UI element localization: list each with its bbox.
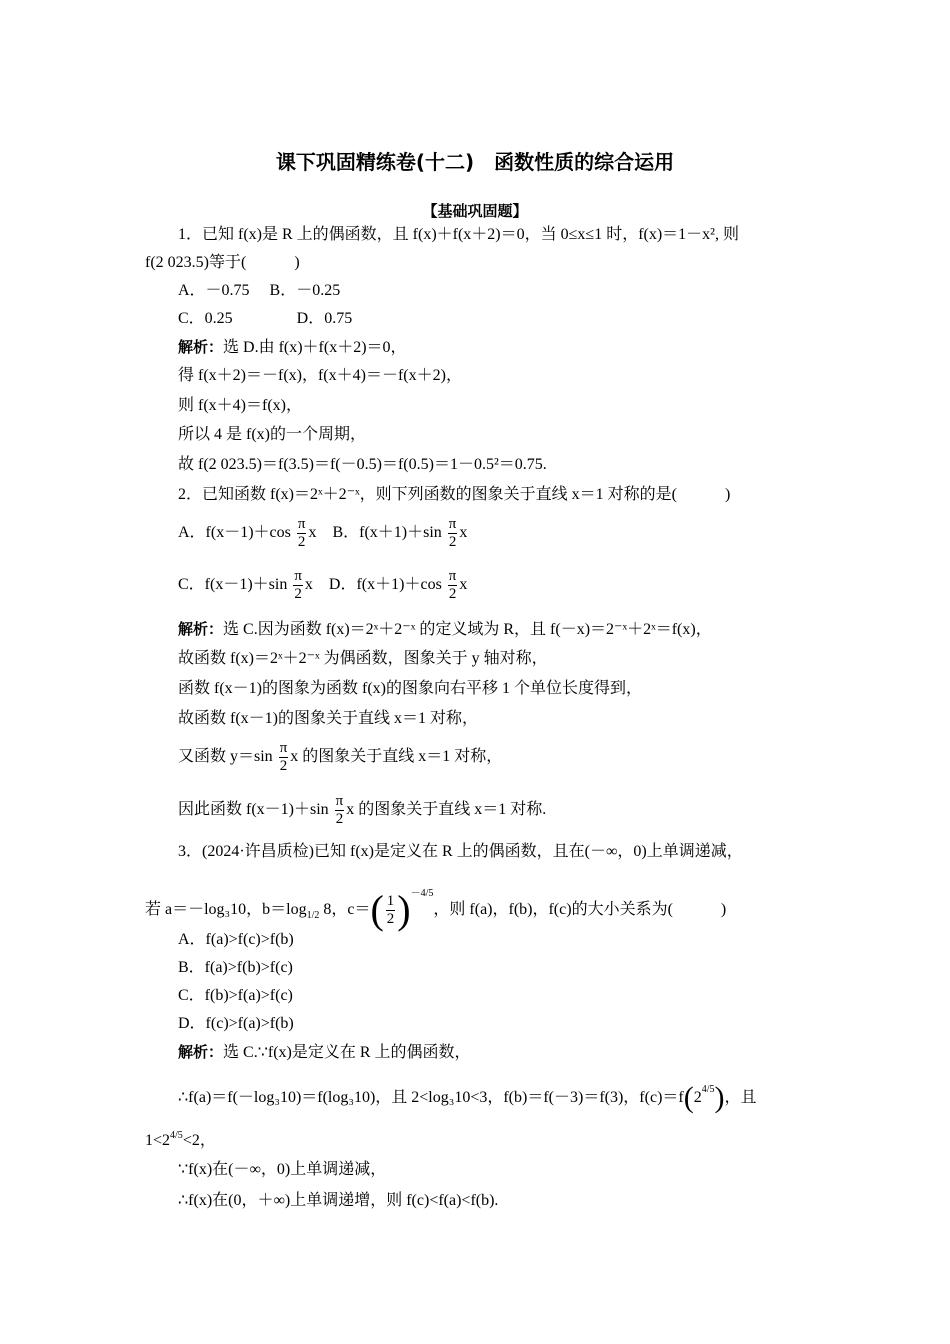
page-title: 课下巩固精练卷(十二) 函数性质的综合运用 [275,150,675,174]
q1-options-ab: A．－0.75 B．－0.25 [178,282,341,299]
q1-solution-line3: 则 f(x＋4)＝f(x)， [178,397,302,414]
pi-over-2-fraction: $\frac{\pi}{2}$ [279,739,288,774]
q2-stem: 2．已知函数 f(x)＝2ˣ＋2⁻ˣ，则下列函数的图象关于直线 x＝1 对称的是( ) [178,486,731,503]
q3-solution-line4: ∵f(x)在(－∞，0)上单调递减， [178,1161,387,1178]
right-paren: ) [714,1081,725,1115]
q1-stem-line1: 1．已知 f(x)是 R 上的偶函数，且 f(x)＋f(x＋2)＝0，当 0≤x≤1 时，f(x)＝1－x², 则 [178,226,739,243]
exponent: －4/5 [410,888,434,899]
solution-label: 解析： [178,620,224,638]
q3-solution-line3: $1<2^{4/5}<2$， [145,1130,216,1149]
q3-option-b: B．f(a)>f(b)>f(c) [178,959,293,976]
q1-solution-line1: 解析：选 D.由 f(x)＋f(x＋2)＝0， [178,338,407,356]
pi-over-2-fraction: $\frac{\pi}{2}$ [297,515,306,550]
solution-label: 解析： [178,338,224,356]
pi-over-2-fraction: $\frac{\pi}{2}$ [448,515,457,550]
q2-solution-line3: 函数 f(x－1)的图象为函数 f(x)的图象向右平移 1 个单位长度得到， [178,680,642,697]
q3-solution-line2: ∴f(a)＝f(－log₃10)＝f(log₃10)，且 2<log₃10<3，f(b)＝f(－3)＝f(3)，$f(c)=f(2^{4/5})$，且 [178,1070,757,1118]
log-base: 1/2 [306,910,320,921]
q2-solution-line1: 解析：选 C.因为函数 f(x)＝2ˣ＋2⁻ˣ 的定义域为 R，且 f(－x)＝2⁻ˣ＋2ˣ＝f(x)， [178,620,712,638]
q2-solution-line5: 又函数 y＝sin $\frac{\pi}{2}$ x 的图象关于直线 x＝1 对称， [178,739,503,774]
exponent: 4/5 [701,1084,715,1095]
q1-stem-line2: f(2 023.5)等于( ) [145,254,300,271]
q1-options-cd: C．0.25 D．0.75 [178,310,353,327]
q2-solution-line2: 故函数 f(x)＝2ˣ＋2⁻ˣ 为偶函数，图象关于 y 轴对称， [178,650,548,667]
q2-solution-line4: 故函数 f(x－1)的图象关于直线 x＝1 对称， [178,710,478,727]
q3-option-c: C．f(b)>f(a)>f(c) [178,987,293,1004]
q2-options-cd: C．f(x－1)＋sin $\frac{\pi}{2}$ x D．f(x＋1)＋cos $\frac{\pi}{2}$ x [178,567,468,602]
q1-solution-line4: 所以 4 是 f(x)的一个周期， [178,426,366,443]
q1-solution-line5: 故 f(2 023.5)＝f(3.5)＝f(－0.5)＝f(0.5)＝1－0.5²＝0.75. [178,456,547,473]
solution-label: 解析： [178,1043,224,1061]
pi-over-2-fraction: $\frac{\pi}{2}$ [448,567,457,602]
q3-stem-line1: 3．(2024·许昌质检)已知 f(x)是定义在 R 上的偶函数，且在(－∞，0)上单调递减， [178,843,743,860]
q2-options-ab: A．f(x－1)＋cos $\frac{\pi}{2}$ x B．f(x＋1)＋sin $\frac{\pi}{2}$ x [178,515,468,550]
exponent: 4/5 [170,1130,183,1141]
q3-stem-line2: 若 a＝－log₃10，$b=\log_{1/2}$ 8，c＝( $\frac{1}{2}$ )$^{-4/5}$，则 f(a)，f(b)，f(c)的大小关系为( ) [145,887,727,933]
q3-solution-line1: 解析：选 C.∵f(x)是定义在 R 上的偶函数， [178,1043,471,1061]
left-paren: ( [370,887,384,933]
q1-solution-line2: 得 f(x＋2)＝－f(x)，f(x＋4)＝－f(x＋2)， [178,367,462,384]
pi-over-2-fraction: $\frac{\pi}{2}$ [294,567,302,602]
q3-solution-line5: ∴f(x)在(0，＋∞)上单调递增，则 f(c)<f(a)<f(b). [178,1192,499,1209]
q3-option-a: A．f(a)>f(c)>f(b) [178,931,294,948]
pi-over-2-fraction: $\frac{\pi}{2}$ [335,792,344,827]
one-half-fraction: $\frac{1}{2}$ [386,892,395,927]
q2-solution-line6: 因此函数 f(x－1)＋sin $\frac{\pi}{2}$ x 的图象关于直线 x＝1 对称. [178,792,547,827]
left-paren: ( [683,1081,694,1115]
right-paren: ) [397,887,411,933]
q3-option-d: D．f(c)>f(a)>f(b) [178,1015,294,1032]
section-heading: 【基础巩固题】 [422,202,528,220]
